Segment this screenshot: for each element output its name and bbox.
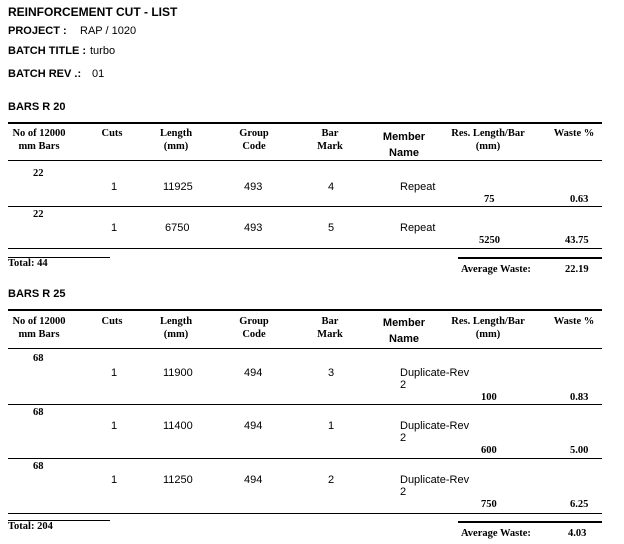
waste-value: 0.63: [570, 194, 589, 205]
group-code-value: 493: [244, 181, 263, 193]
col-no-bars: No of 12000 mm Bars: [12, 316, 66, 340]
group-code-value: 493: [244, 222, 263, 234]
cuts-value: 1: [111, 420, 118, 432]
batch-rev-value: 01: [92, 68, 105, 80]
cuts-value: 1: [111, 474, 118, 486]
length-value: 11925: [163, 181, 193, 193]
length-value: 11900: [163, 367, 193, 379]
average-rule: [458, 521, 602, 523]
col-cuts: Cuts: [101, 128, 123, 139]
res-length-value: 100: [481, 392, 497, 403]
res-length-value: 5250: [479, 235, 500, 246]
col-res-length: Res. Length/Bar (mm): [451, 128, 525, 152]
col-waste: Waste %: [553, 128, 595, 139]
col-cuts: Cuts: [101, 316, 123, 327]
bars-count: 68: [33, 461, 44, 472]
length-value: 11250: [163, 474, 193, 486]
member-name-value: Repeat: [400, 181, 436, 193]
res-length-value: 75: [484, 194, 495, 205]
report-title: REINFORCEMENT CUT - LIST: [8, 5, 178, 19]
col-res-length: Res. Length/Bar (mm): [451, 316, 525, 340]
member-name-value: Duplicate-Rev 2: [400, 420, 470, 444]
bars-count: 68: [33, 353, 44, 364]
batch-title-label: BATCH TITLE :: [8, 45, 87, 57]
col-bar-mark: Bar Mark: [317, 316, 343, 340]
header-top-rule: [8, 122, 602, 124]
col-waste: Waste %: [553, 316, 595, 327]
bar-mark-value: 4: [328, 181, 335, 193]
total-bars: Total: 44: [8, 258, 48, 269]
cuts-value: 1: [111, 181, 118, 193]
length-value: 11400: [163, 420, 193, 432]
bars-count: 22: [33, 168, 44, 179]
batch-title-value: turbo: [90, 45, 116, 57]
waste-value: 6.25: [570, 499, 589, 510]
project-label: PROJECT :: [8, 25, 67, 37]
member-name-value: Duplicate-Rev 2: [400, 367, 470, 391]
header-top-rule: [8, 309, 602, 311]
col-group-code: Group Code: [239, 128, 269, 152]
average-waste-value: 22.19: [565, 264, 589, 275]
bar-mark-value: 3: [328, 367, 335, 379]
cuts-value: 1: [111, 367, 118, 379]
col-bar-mark: Bar Mark: [317, 128, 343, 152]
col-length: Length (mm): [159, 128, 193, 152]
header-bottom-rule: [8, 348, 602, 349]
waste-value: 5.00: [570, 445, 589, 456]
col-no-bars: No of 12000 mm Bars: [12, 128, 66, 152]
average-waste-label: Average Waste:: [461, 264, 531, 275]
res-length-value: 750: [481, 499, 497, 510]
section-bars-label: BARS R 20: [8, 101, 66, 113]
member-name-value: Repeat: [400, 222, 436, 234]
total-bars: Total: 204: [8, 521, 53, 532]
bar-mark-value: 1: [328, 420, 335, 432]
batch-rev-label: BATCH REV .:: [8, 68, 82, 80]
row-rule: [8, 513, 602, 514]
average-waste-label: Average Waste:: [461, 528, 531, 539]
member-name-value: Duplicate-Rev 2: [400, 474, 470, 498]
bar-mark-value: 2: [328, 474, 335, 486]
cuts-value: 1: [111, 222, 118, 234]
project-value: RAP / 1020: [80, 25, 137, 37]
col-length: Length (mm): [159, 316, 193, 340]
group-code-value: 494: [244, 367, 263, 379]
res-length-value: 600: [481, 445, 497, 456]
row-rule: [8, 404, 602, 405]
average-rule: [458, 257, 602, 259]
waste-value: 43.75: [565, 235, 589, 246]
bar-mark-value: 5: [328, 222, 335, 234]
bars-count: 68: [33, 407, 44, 418]
col-member-name: Member Name: [382, 317, 426, 345]
col-member-name: Member Name: [382, 131, 426, 159]
group-code-value: 494: [244, 474, 263, 486]
bars-count: 22: [33, 209, 44, 220]
waste-value: 0.83: [570, 392, 589, 403]
row-rule: [8, 206, 602, 207]
row-rule: [8, 248, 602, 249]
average-waste-value: 4.03: [568, 528, 587, 539]
header-bottom-rule: [8, 160, 602, 161]
section-bars-label: BARS R 25: [8, 288, 66, 300]
group-code-value: 494: [244, 420, 263, 432]
length-value: 6750: [165, 222, 190, 234]
row-rule: [8, 458, 602, 459]
col-group-code: Group Code: [239, 316, 269, 340]
